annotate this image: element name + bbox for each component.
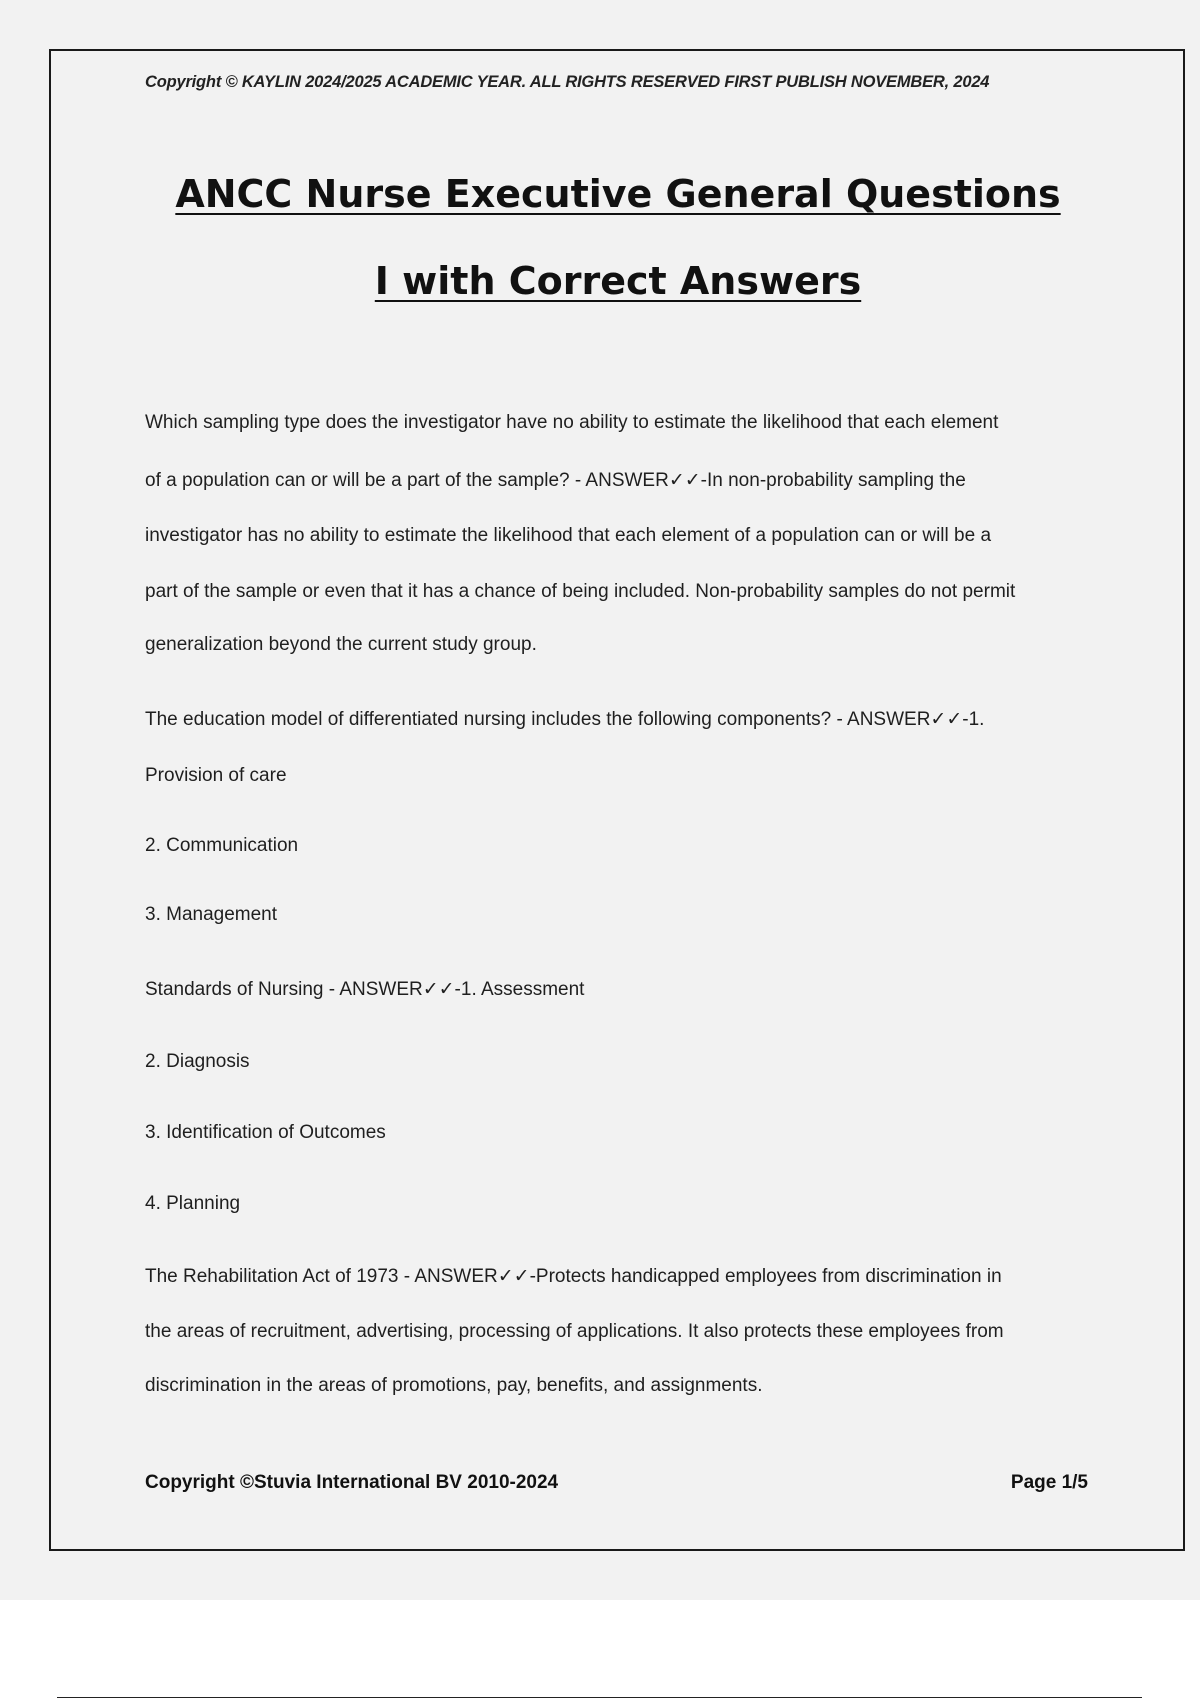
body-line: generalization beyond the current study group.	[145, 634, 537, 655]
body-line: Provision of care	[145, 765, 287, 786]
document-title-line-1: ANCC Nurse Executive General Questions	[175, 172, 1061, 216]
header-copyright-note: Copyright © KAYLIN 2024/2025 ACADEMIC YEAR. ALL RIGHTS RESERVED FIRST PUBLISH NOVEMBER, 2024	[145, 73, 990, 91]
body-line: 3. Management	[145, 904, 278, 925]
body-line: the areas of recruitment, advertising, processing of applications. It also protects these employees from	[145, 1321, 1004, 1342]
body-line: investigator has no ability to estimate the likelihood that each element of a population can or will be a	[145, 525, 992, 546]
body-line: 2. Communication	[145, 835, 299, 856]
body-line: discrimination in the areas of promotions, pay, benefits, and assignments.	[145, 1375, 763, 1396]
body-line: of a population can or will be a part of the sample? - ANSWER✓✓-In non-probability sampling the	[145, 470, 966, 491]
next-page-rule	[57, 1697, 1142, 1698]
footer-copyright: Copyright ©Stuvia International BV 2010-2024	[145, 1472, 559, 1493]
body-line: The education model of differentiated nursing includes the following components? - ANSWER✓✓-1.	[145, 709, 985, 730]
body-line: 2. Diagnosis	[145, 1051, 250, 1072]
page-number: Page 1/5	[1010, 1472, 1088, 1493]
body-line: part of the sample or even that it has a chance of being included. Non-probability samples do not permit	[145, 581, 1016, 602]
body-line: 3. Identification of Outcomes	[145, 1122, 386, 1143]
body-line: The Rehabilitation Act of 1973 - ANSWER✓✓-Protects handicapped employees from discrimination in	[145, 1266, 1002, 1287]
body-line: Standards of Nursing - ANSWER✓✓-1. Assessment	[145, 979, 585, 1000]
document-title-line-2: I with Correct Answers	[374, 259, 862, 303]
body-line: 4. Planning	[145, 1193, 241, 1214]
body-line: Which sampling type does the investigator have no ability to estimate the likelihood that each element	[145, 412, 999, 433]
